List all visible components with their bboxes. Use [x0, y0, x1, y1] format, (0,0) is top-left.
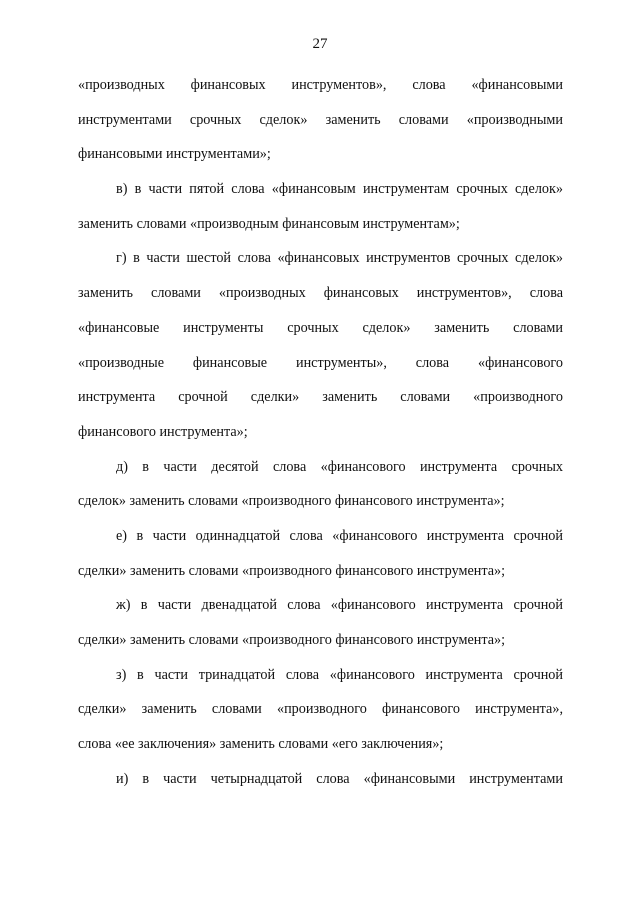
text-line: сделки» заменить словами «производного финансового инструмента»; [78, 632, 506, 648]
text-line: финансовыми инструментами»; [78, 146, 271, 163]
text-line: в) в части пятой слова «финансовым инструментам срочных сделок» [116, 181, 563, 198]
text-line: финансового инструмента»; [78, 423, 248, 440]
text-line: слова «ее заключения» заменить словами «его заключения»; [78, 736, 444, 753]
text-line: «финансовые инструменты срочных сделок» заменить словами [78, 319, 563, 336]
text-line: ж) в части двенадцатой слова «финансового инструмента срочной [116, 597, 563, 614]
text-line: сделки» заменить словами «производного финансового инструмента», [78, 701, 563, 718]
text-line: г) в части шестой слова «финансовых инструментов срочных сделок» [116, 250, 563, 267]
text-line: и) в части четырнадцатой слова «финансовыми инструментами [116, 770, 563, 787]
document-body [78, 75, 563, 803]
text-line: д) в части десятой слова «финансового инструмента срочных [116, 458, 563, 475]
text-line: сделок» заменить словами «производного финансового инструмента»; [78, 493, 505, 510]
text-line: инструмента срочной сделки» заменить словами «производного [78, 389, 563, 406]
text-line: «производных финансовых инструментов», слова «финансовыми [78, 77, 563, 93]
text-line: е) в части одиннадцатой слова «финансового инструмента срочной [116, 527, 563, 544]
text-line: заменить словами «производным финансовым инструментам»; [78, 215, 460, 232]
text-line: сделки» заменить словами «производного финансового инструмента»; [78, 562, 506, 579]
text-line: «производные финансовые инструменты», слова «финансового [78, 354, 563, 371]
text-line: инструментами срочных сделок» заменить словами «производными [78, 111, 563, 128]
text-line: заменить словами «производных финансовых инструментов», слова [78, 285, 563, 302]
text-line: з) в части тринадцатой слова «финансового инструмента срочной [116, 666, 563, 683]
page-number: 27 [312, 36, 328, 52]
